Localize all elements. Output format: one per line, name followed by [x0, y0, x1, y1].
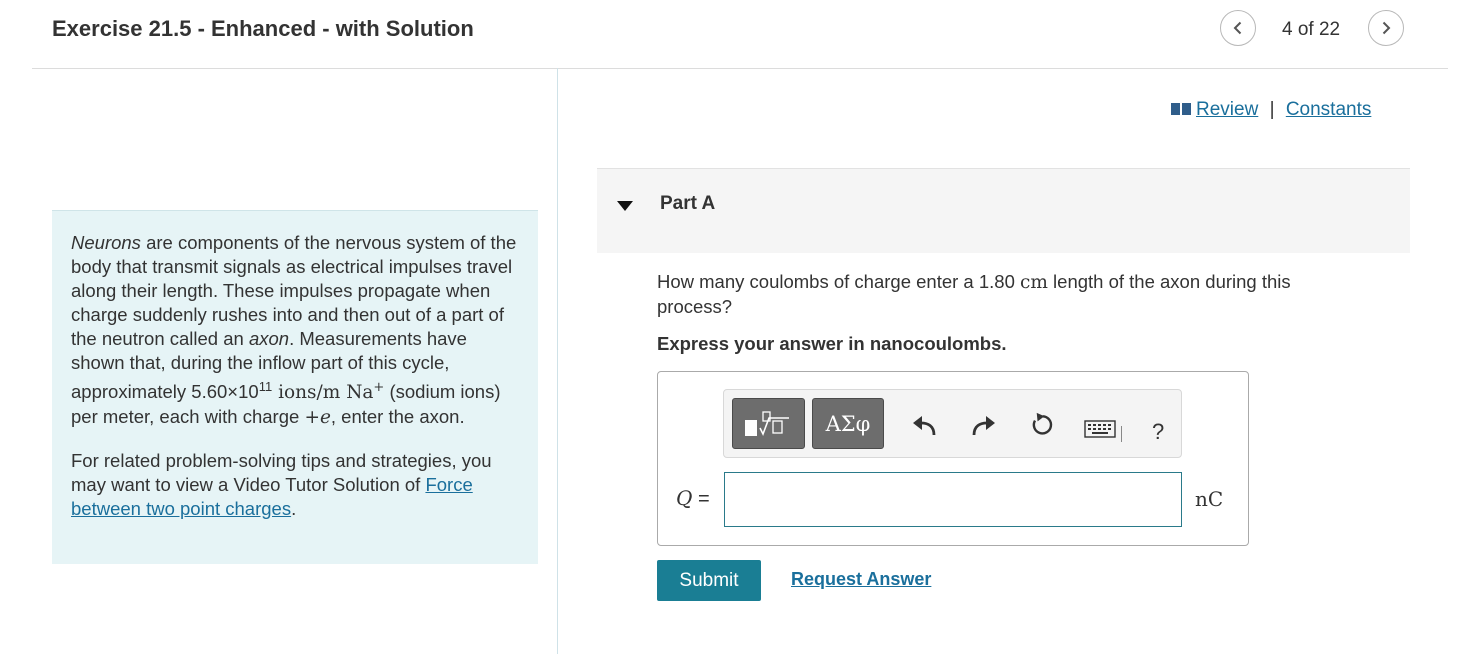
video-tutor-link[interactable]: Force between two point charges	[71, 474, 473, 520]
term-neurons: Neurons	[71, 232, 141, 253]
help-button[interactable]: ?	[1152, 419, 1165, 444]
question-part: How many coulombs of charge enter a 1.80	[657, 271, 1020, 292]
links-separator: |	[1269, 99, 1275, 120]
exponent: 11	[258, 379, 273, 394]
book-icon	[1170, 102, 1192, 116]
toolbar-separator	[1121, 426, 1122, 442]
tip-paragraph	[71, 449, 520, 521]
question-part: length of the axon during this process?	[657, 271, 1291, 317]
previous-button[interactable]	[1220, 10, 1256, 46]
question-unit: cm	[1020, 272, 1048, 293]
part-title: Part A	[660, 193, 716, 214]
review-link[interactable]: Review	[1196, 99, 1259, 120]
answer-input[interactable]	[724, 472, 1182, 527]
chevron-right-icon	[1379, 21, 1393, 35]
keyboard-icon[interactable]	[1084, 420, 1116, 438]
context-text: . Measurements have shown that, during the inflow part of this cycle, approximately 5.60×10	[71, 328, 467, 403]
request-answer-link[interactable]: Request Answer	[791, 569, 932, 589]
reset-icon[interactable]	[1027, 412, 1055, 436]
math-toolbar	[723, 389, 1182, 458]
equals-sign: =	[692, 488, 710, 510]
constants-link[interactable]: Constants	[1285, 99, 1372, 120]
tip-text: For related problem-solving tips and strategies, you may want to view a Video Tutor Solution of	[71, 450, 492, 496]
context-text: , enter the axon.	[330, 406, 465, 428]
greek-button-label: ΑΣφ	[825, 411, 871, 436]
part-a-header[interactable]	[597, 168, 1410, 253]
greek-symbols-button[interactable]	[812, 398, 884, 449]
answer-instruction: Express your answer in nanocoulombs.	[657, 333, 1007, 354]
redo-icon[interactable]	[970, 414, 998, 438]
chevron-left-icon	[1231, 21, 1245, 35]
next-button[interactable]	[1368, 10, 1404, 46]
templates-icon	[739, 406, 799, 442]
templates-button[interactable]	[732, 398, 805, 449]
variable-symbol: Q	[676, 486, 693, 510]
variable-label	[676, 486, 710, 511]
answer-area	[657, 371, 1249, 546]
context-paragraph	[71, 231, 520, 430]
context-text: (sodium ions) per meter, each with charge	[71, 381, 501, 428]
review-constants-links	[1170, 99, 1371, 121]
units: ions/m Na	[272, 382, 374, 404]
problem-context	[52, 210, 538, 564]
caret-down-icon[interactable]	[617, 201, 633, 211]
tip-period: .	[291, 498, 297, 520]
pager-status: 4 of 22	[1282, 19, 1341, 40]
charge-symbol: +e	[304, 407, 331, 429]
context-text: are components of the nervous system of the body that transmit signals as electrical impulses travel along their length. These impulses propagate when charge suddenly rushes into and then out of a part of the neutron called an	[71, 232, 517, 349]
undo-icon[interactable]	[910, 414, 938, 438]
header-divider	[32, 68, 1448, 69]
column-divider	[557, 68, 558, 654]
page-title: Exercise 21.5 - Enhanced - with Solution	[52, 16, 474, 41]
units-superscript: +	[373, 380, 385, 395]
question-text	[657, 270, 1357, 319]
term-axon: axon	[248, 328, 290, 349]
unit-label: nC	[1195, 487, 1224, 511]
submit-button[interactable]: Submit	[657, 560, 761, 601]
